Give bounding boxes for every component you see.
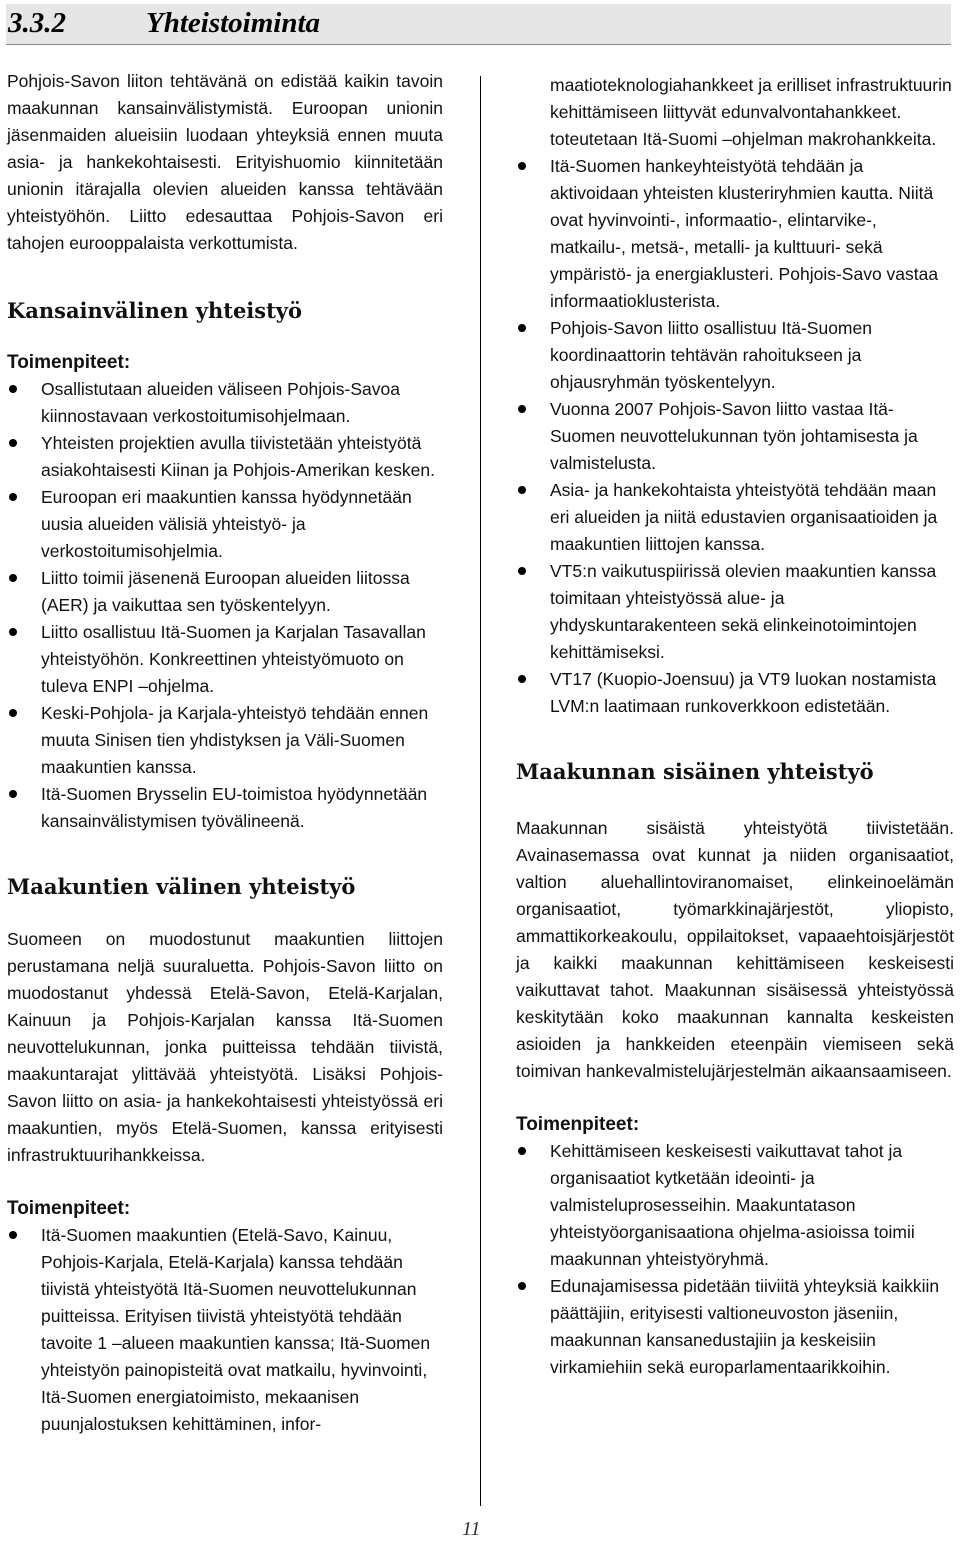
- bullet-icon: [9, 493, 17, 501]
- list-item: Pohjois-Savon liitto osallistuu Itä-Suomen koordinaattorin tehtävän rahoitukseen ja ohjausryhmän työskentelyyn.: [516, 315, 954, 396]
- internal-bullet-list: [516, 1138, 954, 1381]
- bullet-icon: [9, 790, 17, 798]
- list-item: Edunajamisessa pidetään tiiviitä yhteyksiä kaikkiin päättäjiin, erityisesti valtioneuvoston jäseniin, maakunnan kansanedustajiin ja keskeisiin virkamiehiin sekä europarlamentaarikkoihin.: [516, 1273, 954, 1381]
- section-header: [6, 4, 951, 45]
- regional-paragraph: Suomeen on muodostunut maakuntien liittojen perustamana neljä suuraluetta. Pohjois-Savon liitto on muodostanut yhdessä Etelä-Savon, Etelä-Karjalan, Kainuun ja Pohjois-Karjalan kanssa Itä-Suomen neuvottelukunnan, jonka puitteissa tehdään tiivistä, maakuntarajat ylittävää yhteistyötä. Lisäksi Pohjois-Savon liitto on asia- ja hankekohtaisesti yhteistyössä eri maakuntien, myös Etelä-Suomen, kanssa erityisesti infrastruktuurihankkeissa.: [7, 929, 443, 1165]
- list-item: VT17 (Kuopio-Joensuu) ja VT9 luokan nostamista LVM:n laatimaan runkoverkkoon edistetään.: [516, 666, 954, 720]
- bullet-icon: [518, 1282, 526, 1290]
- bullet-icon: [518, 324, 526, 332]
- internal-measures-label: Toimenpiteet:: [516, 1114, 640, 1135]
- list-item: Liitto toimii jäsenenä Euroopan alueiden liitossa (AER) ja vaikuttaa sen työskentelyyn.: [7, 565, 443, 619]
- bullet-icon: [518, 162, 526, 170]
- list-item: Kehittämiseen keskeisesti vaikuttavat tahot ja organisaatiot kytketään ideointi- ja valmisteluprosesseihin. Maakuntatason yhteistyöorganisaationa ohjelma-asioissa toimii maakunnan yhteistyöryhmä.: [516, 1138, 954, 1273]
- bullet-icon: [9, 385, 17, 393]
- bullet-icon: [9, 439, 17, 447]
- list-item: Yhteisten projektien avulla tiivistetään yhteistyötä asiakohtaisesti Kiinan ja Pohjois-Amerikan kesken.: [7, 430, 443, 484]
- intl-heading: Kansainvälinen yhteistyö: [7, 298, 303, 323]
- regional-bullet-list: [7, 1222, 443, 1438]
- list-item: Euroopan eri maakuntien kanssa hyödynnetään uusia alueiden välisiä yhteistyö- ja verkostoitumisohjelmia.: [7, 484, 443, 565]
- bullet-icon: [9, 709, 17, 717]
- internal-paragraph: Maakunnan sisäistä yhteistyötä tiivistetään. Avainasemassa ovat kunnat ja niiden organisaatiot, valtion aluehallintoviranomaiset, elinkeinoelämän organisaatiot, työmarkkinajärjestöt, yliopisto, ammattikorkeakoulu, oppilaitokset, vapaaehtoisjärjestöt ja kaikki maakunnan kehittämiseen keskeisesti vaikuttavat tahot. Maakunnan sisäisessä yhteistyössä keskitytään koko maakunnan kannalta keskeisten asioiden ja hankkeiden eteenpäin viemiseen sekä toimivan hankevalmistelujärjestelmän aikaansaamiseen.: [516, 818, 954, 1081]
- page-number: 11: [462, 1518, 481, 1540]
- bullet-icon: [518, 486, 526, 494]
- left-column: [7, 68, 443, 1438]
- section-number: 3.3.2: [8, 7, 66, 39]
- right-column: [516, 72, 954, 1381]
- internal-heading: Maakunnan sisäinen yhteistyö: [516, 759, 874, 784]
- list-item: VT5:n vaikutuspiirissä olevien maakuntien kanssa toimitaan yhteistyössä alue- ja yhdyskuntarakenteen sekä elinkeinotoimintojen kehittämiseksi.: [516, 558, 954, 666]
- regional-bullet-list-continued: [516, 72, 954, 720]
- regional-measures-label: Toimenpiteet:: [7, 1198, 131, 1219]
- list-item-continuation: maatioteknologiahankkeet ja erilliset infrastruktuurin kehittämiseen liittyvät edunvalvontahankkeet. toteutetaan Itä-Suomi –ohjelman makrohankkeita.: [550, 75, 952, 149]
- list-item: Itä-Suomen hankeyhteistyötä tehdään ja aktivoidaan yhteisten klusteriryhmien kautta. Niitä ovat hyvinvointi-, informaatio-, elintarvike-, matkailu-, metsä-, metalli- ja kulttuuri- sekä ympäristö- ja energiaklusteri. Pohjois-Savo vastaa informaatioklusterista.: [516, 153, 954, 315]
- list-item: Liitto osallistuu Itä-Suomen ja Karjalan Tasavallan yhteistyöhön. Konkreettinen yhteistyömuoto on tuleva ENPI –ohjelma.: [7, 619, 443, 700]
- list-item: Keski-Pohjola- ja Karjala-yhteistyö tehdään ennen muuta Sinisen tien yhdistyksen ja Väli-Suomen maakuntien kanssa.: [7, 700, 443, 781]
- bullet-icon: [518, 567, 526, 575]
- intl-measures-label: Toimenpiteet:: [7, 352, 131, 373]
- bullet-icon: [518, 675, 526, 683]
- list-item: Itä-Suomen maakuntien (Etelä-Savo, Kainuu, Pohjois-Karjala, Etelä-Karjala) kanssa tehdään tiivistä yhteistyötä Itä-Suomen neuvottelukunnan puitteissa. Erityisen tiivistä yhteistyötä tehdään tavoite 1 –alueen maakuntien kanssa; Itä-Suomen yhteistyön painopisteitä ovat matkailu, hyvinvointi, Itä-Suomen energiatoimisto, mekaanisen puunjalostuksen kehittäminen, infor-: [7, 1222, 443, 1438]
- intro-paragraph: Pohjois-Savon liiton tehtävänä on edistää kaikin tavoin maakunnan kansainvälistymistä. Euroopan unionin jäsenmaiden alueisiin luodaan yhteyksiä ennen muuta asia- ja hankekohtaisesti. Erityishuomio kiinnitetään unionin itärajalla olevien alueiden kanssa tehtävään yhteistyöhön. Liitto edesauttaa Pohjois-Savon eri tahojen eurooppalaista verkottumista.: [7, 71, 443, 253]
- regional-heading: Maakuntien välinen yhteistyö: [7, 874, 356, 899]
- bullet-icon: [518, 405, 526, 413]
- intl-bullet-list: [7, 376, 443, 835]
- list-item: Vuonna 2007 Pohjois-Savon liitto vastaa Itä-Suomen neuvottelukunnan työn johtamisesta ja valmistelusta.: [516, 396, 954, 477]
- list-item: Osallistutaan alueiden väliseen Pohjois-Savoa kiinnostavaan verkostoitumisohjelmaan.: [7, 376, 443, 430]
- bullet-icon: [518, 1147, 526, 1155]
- bullet-icon: [9, 1231, 17, 1239]
- bullet-icon: [9, 574, 17, 582]
- section-title: Yhteistoiminta: [146, 7, 321, 39]
- bullet-icon: [9, 628, 17, 636]
- list-item: Asia- ja hankekohtaista yhteistyötä tehdään maan eri alueiden ja niitä edustavien organisaatioiden ja maakuntien liittojen kanssa.: [516, 477, 954, 558]
- list-item: Itä-Suomen Brysselin EU-toimistoa hyödynnetään kansainvälistymisen työvälineenä.: [7, 781, 443, 835]
- column-divider: [480, 76, 481, 1506]
